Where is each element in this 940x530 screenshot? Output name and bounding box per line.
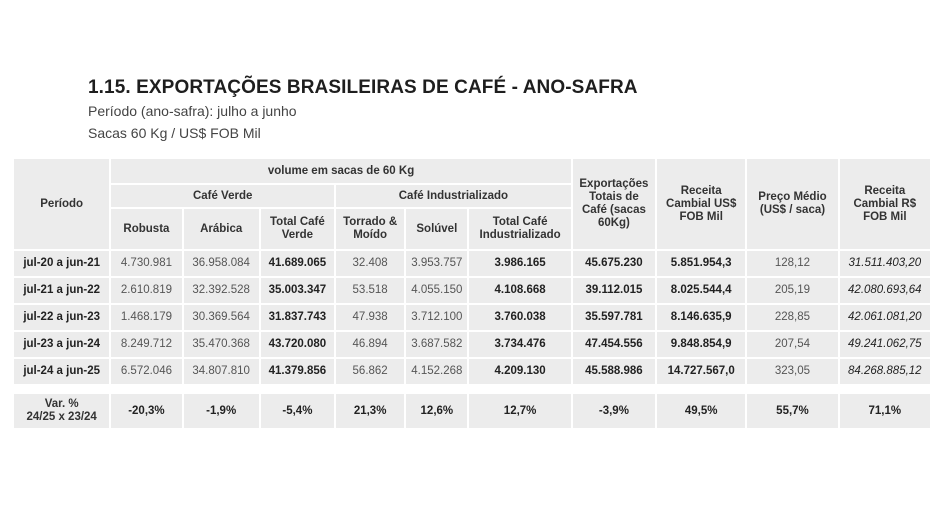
cell-preco: 128,12 bbox=[747, 251, 837, 276]
cell-robusta: 1.468.179 bbox=[111, 305, 181, 330]
table-row bbox=[14, 251, 930, 276]
cell-preco: 228,85 bbox=[747, 305, 837, 330]
header-arabica: Arábica bbox=[184, 209, 259, 249]
cell-receita-usd: 9.848.854,9 bbox=[657, 332, 745, 357]
cell-receita-usd: 8.025.544,4 bbox=[657, 278, 745, 303]
cell-preco: 205,19 bbox=[747, 278, 837, 303]
cell-exportacoes: 45.675.230 bbox=[573, 251, 655, 276]
cell-total-verde: 43.720.080 bbox=[261, 332, 334, 357]
variation-row bbox=[14, 394, 930, 428]
cell-preco: 323,05 bbox=[747, 359, 837, 384]
cell-var-exportacoes: -3,9% bbox=[573, 394, 655, 428]
cell-robusta: 6.572.046 bbox=[111, 359, 181, 384]
cell-receita-usd: 8.146.635,9 bbox=[657, 305, 745, 330]
cell-soluvel: 3.953.757 bbox=[406, 251, 467, 276]
cell-total-verde: 41.379.856 bbox=[261, 359, 334, 384]
table-row bbox=[14, 359, 930, 384]
cell-exportacoes: 35.597.781 bbox=[573, 305, 655, 330]
cell-exportacoes: 39.112.015 bbox=[573, 278, 655, 303]
header-soluvel: Solúvel bbox=[406, 209, 467, 249]
cell-receita-usd: 5.851.954,3 bbox=[657, 251, 745, 276]
cell-exportacoes: 45.588.986 bbox=[573, 359, 655, 384]
cell-soluvel: 3.687.582 bbox=[406, 332, 467, 357]
cell-var-torrado: 21,3% bbox=[336, 394, 404, 428]
report-title: 1.15. EXPORTAÇÕES BRASILEIRAS DE CAFÉ - ANO-SAFRA bbox=[88, 77, 638, 98]
table-row bbox=[14, 305, 930, 330]
cell-var-preco: 55,7% bbox=[747, 394, 837, 428]
cell-total-verde: 41.689.065 bbox=[261, 251, 334, 276]
header-receita-brl: Receita Cambial R$ FOB Mil bbox=[840, 159, 930, 249]
cell-periodo: jul-23 a jun-24 bbox=[14, 332, 109, 357]
cell-receita-brl: 31.511.403,20 bbox=[840, 251, 930, 276]
cell-var-soluvel: 12,6% bbox=[406, 394, 467, 428]
cell-exportacoes: 47.454.556 bbox=[573, 332, 655, 357]
cell-arabica: 34.807.810 bbox=[184, 359, 259, 384]
cell-torrado: 53.518 bbox=[336, 278, 404, 303]
cell-total-verde: 31.837.743 bbox=[261, 305, 334, 330]
header-exportacoes-totais: Exportações Totais de Café (sacas 60Kg) bbox=[573, 159, 655, 249]
header-cafe-verde: Café Verde bbox=[111, 185, 334, 207]
cell-torrado: 32.408 bbox=[336, 251, 404, 276]
report-units: Sacas 60 Kg / US$ FOB Mil bbox=[88, 125, 261, 141]
cell-torrado: 46.894 bbox=[336, 332, 404, 357]
header-receita-usd: Receita Cambial US$ FOB Mil bbox=[657, 159, 745, 249]
cell-preco: 207,54 bbox=[747, 332, 837, 357]
cell-total-industrializado: 3.734.476 bbox=[469, 332, 570, 357]
cell-total-verde: 35.003.347 bbox=[261, 278, 334, 303]
exports-table bbox=[12, 157, 932, 430]
cell-arabica: 32.392.528 bbox=[184, 278, 259, 303]
cell-soluvel: 3.712.100 bbox=[406, 305, 467, 330]
cell-var-receita-brl: 71,1% bbox=[840, 394, 930, 428]
cell-receita-usd: 14.727.567,0 bbox=[657, 359, 745, 384]
cell-var-robusta: -20,3% bbox=[111, 394, 181, 428]
cell-robusta: 2.610.819 bbox=[111, 278, 181, 303]
cell-receita-brl: 84.268.885,12 bbox=[840, 359, 930, 384]
cell-var-label bbox=[14, 394, 109, 428]
cell-arabica: 30.369.564 bbox=[184, 305, 259, 330]
spacer-row bbox=[14, 386, 930, 392]
cell-arabica: 36.958.084 bbox=[184, 251, 259, 276]
cell-total-industrializado: 3.760.038 bbox=[469, 305, 570, 330]
cell-soluvel: 4.055.150 bbox=[406, 278, 467, 303]
spacer-cell bbox=[14, 386, 930, 392]
cell-periodo: jul-21 a jun-22 bbox=[14, 278, 109, 303]
cell-receita-brl: 42.061.081,20 bbox=[840, 305, 930, 330]
cell-periodo: jul-24 a jun-25 bbox=[14, 359, 109, 384]
cell-periodo: jul-22 a jun-23 bbox=[14, 305, 109, 330]
cell-var-arabica: -1,9% bbox=[184, 394, 259, 428]
cell-var-total-verde: -5,4% bbox=[261, 394, 334, 428]
cell-arabica: 35.470.368 bbox=[184, 332, 259, 357]
cell-total-industrializado: 3.986.165 bbox=[469, 251, 570, 276]
table-row bbox=[14, 332, 930, 357]
cell-receita-brl: 42.080.693,64 bbox=[840, 278, 930, 303]
header-robusta: Robusta bbox=[111, 209, 181, 249]
report-period: Período (ano-safra): julho a junho bbox=[88, 103, 297, 119]
cell-total-industrializado: 4.108.668 bbox=[469, 278, 570, 303]
header-cafe-industrializado: Café Industrializado bbox=[336, 185, 571, 207]
header-preco-medio: Preço Médio (US$ / saca) bbox=[747, 159, 837, 249]
cell-var-total-industrializado: 12,7% bbox=[469, 394, 570, 428]
cell-periodo: jul-20 a jun-21 bbox=[14, 251, 109, 276]
cell-total-industrializado: 4.209.130 bbox=[469, 359, 570, 384]
cell-soluvel: 4.152.268 bbox=[406, 359, 467, 384]
header-total-verde: Total Café Verde bbox=[261, 209, 334, 249]
table-row bbox=[14, 278, 930, 303]
report-header bbox=[88, 76, 638, 144]
cell-torrado: 47.938 bbox=[336, 305, 404, 330]
cell-var-receita-usd: 49,5% bbox=[657, 394, 745, 428]
cell-robusta: 4.730.981 bbox=[111, 251, 181, 276]
var-label-line1: Var. % bbox=[44, 398, 79, 410]
header-torrado: Torrado & Moído bbox=[336, 209, 404, 249]
header-volume-group: volume em sacas de 60 Kg bbox=[111, 159, 570, 183]
cell-torrado: 56.862 bbox=[336, 359, 404, 384]
header-periodo: Período bbox=[14, 159, 109, 249]
header-total-industrializado: Total Café Industrializado bbox=[469, 209, 570, 249]
cell-robusta: 8.249.712 bbox=[111, 332, 181, 357]
cell-receita-brl: 49.241.062,75 bbox=[840, 332, 930, 357]
var-label-line2: 24/25 x 23/24 bbox=[26, 411, 97, 423]
